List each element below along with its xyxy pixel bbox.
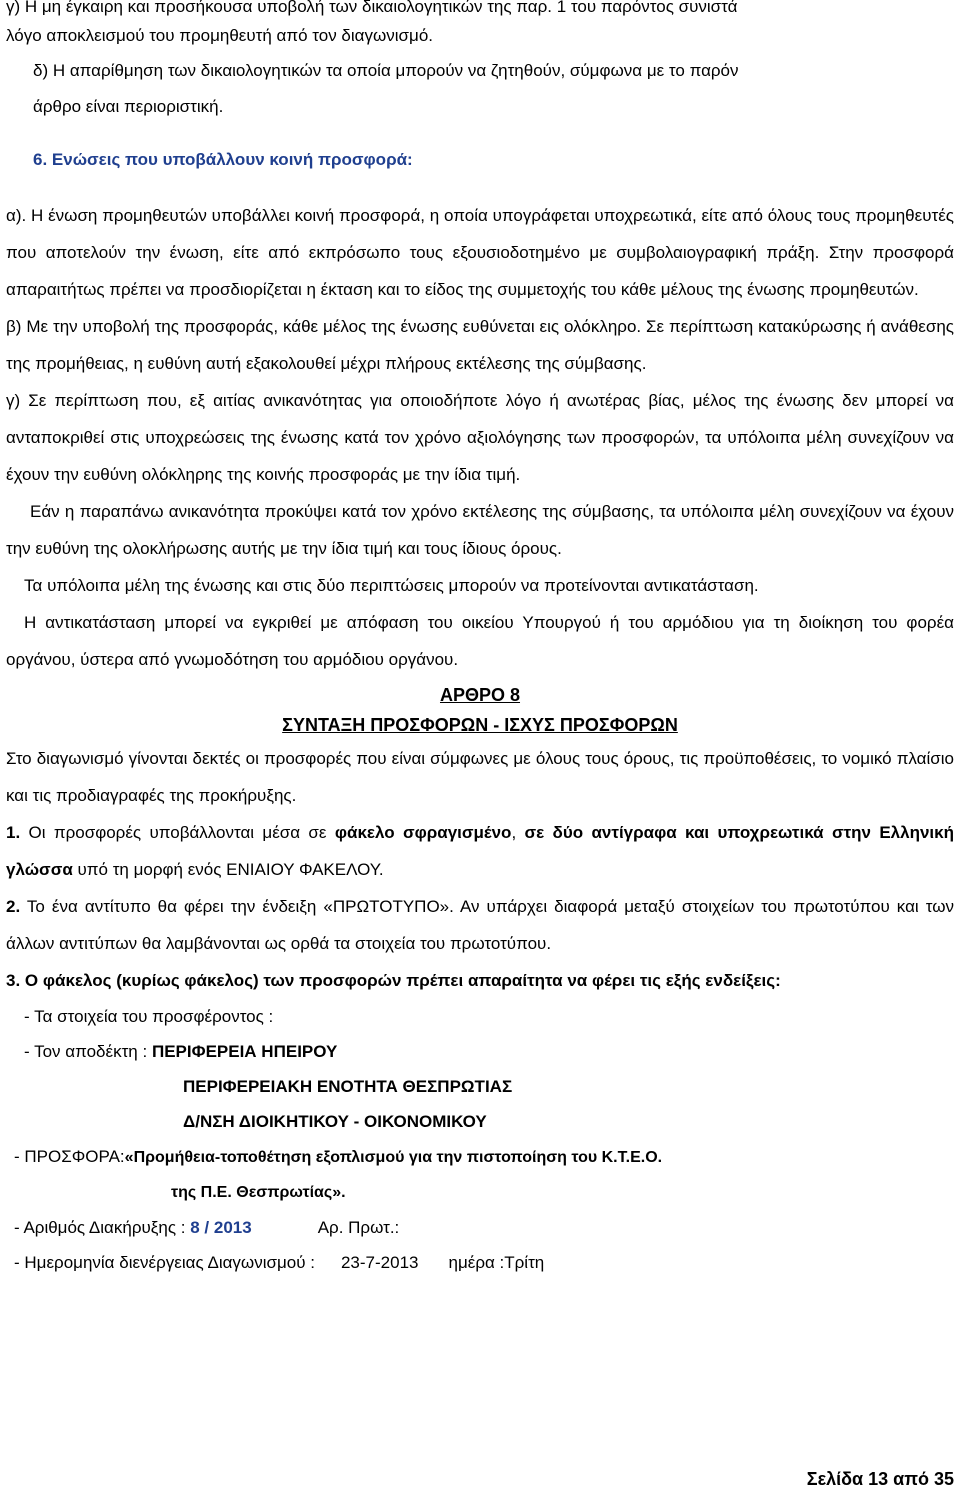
item-1-text-e: υπό τη μορφή ενός ΕΝΙΑΙΟΥ ΦΑΚΕΛΟΥ. (72, 860, 384, 879)
paragraph-g-line1: γ) Η μη έγκαιρη και προσήκουσα υποβολή των δικαιολογητικών της παρ. 1 του παρόντος συνιστά (6, 0, 738, 16)
tender-day-value: ημέρα :Τρίτη (448, 1253, 545, 1272)
envelope-recipient-region: ΠΕΡΙΦΕΡΕΙΑ ΗΠΕΙΡΟΥ (151, 1042, 338, 1061)
article-intro: Στο διαγωνισμό γίνονται δεκτές οι προσφορές που είναι σύμφωνες με όλους τους όρους, τις προϋποθέσεις, το νομικό πλαίσιο και τις προδιαγραφές της προκήρυξης. (6, 749, 954, 805)
paragraph-b: β) Με την υποβολή της προσφοράς, κάθε μέλος της ένωσης ευθύνεται εις ολόκληρο. Σε περίπτωση κατακύρωσης ή ανάθεσης της προμήθειας, η ευθύνη αυτή εξακολουθεί μέχρι πλήρους εκτέλεσης της σύμβασης. (6, 317, 954, 373)
item-1-text-a: Οι προσφορές υποβάλλονται μέσα σε (20, 823, 335, 842)
article-heading: ΑΡΘΡΟ 8 (439, 685, 521, 705)
section-6-heading: 6. Ενώσεις που υποβάλλουν κοινή προσφορά: (33, 150, 413, 169)
paragraph-g-line2: λόγο αποκλεισμού του προμηθευτή από τον διαγωνισμό. (6, 26, 434, 45)
item-1-number: 1. (6, 823, 21, 842)
item-1 (6, 814, 954, 888)
envelope-recipient-directorate: Δ/ΝΣΗ ΔΙΟΙΚΗΤΙΚΟΥ - ΟΙΚΟΝΟΜΙΚΟΥ (183, 1112, 487, 1131)
item-1-bold-copies: σε δύο αντίγραφα και υποχρεωτικά στην Ελληνική γλώσσα (6, 823, 954, 879)
paragraph-d-line2: άρθρο είναι περιοριστική. (33, 97, 224, 116)
paragraph-replacement-text: Τα υπόλοιπα μέλη της ένωσης και στις δύο περιπτώσεις μπορούν να προτείνονται αντικατάσταση. (24, 576, 759, 595)
paragraph-incapacity-text: Εάν η παραπάνω ανικανότητα προκύψει κατά τον χρόνο εκτέλεσης της σύμβασης, τα υπόλοιπα μέλη συνεχίζουν να έχουν την ευθύνη της ολοκλήρωσης αυτής με την ίδια τιμή και τους ίδιους όρους. (6, 502, 954, 558)
paragraph-replacement (6, 567, 954, 604)
item-2-text: Το ένα αντίτυπο θα φέρει την ένδειξη «ΠΡΩΤΟΤΥΠΟ». Αν υπάρχει διαφορά μεταξύ στοιχείων του πρωτοτύπου και των άλλων αντιτύπων θα λαμβάνονται ως ορθά τα στοιχεία του πρωτοτύπου. (6, 897, 954, 953)
declaration-number-label: - Αριθμός Διακήρυξης : (14, 1218, 191, 1237)
envelope-recipient (6, 1034, 954, 1069)
item-2-number: 2. (6, 897, 21, 916)
envelope-offer-title: «Προμήθεια-τοποθέτηση εξοπλισμού για την πιστοποίηση του Κ.Τ.Ε.Ο. (124, 1149, 663, 1166)
envelope-recipient-unit: ΠΕΡΙΦΕΡΕΙΑΚΗ ΕΝΟΤΗΤΑ ΘΕΣΠΡΩΤΙΑΣ (183, 1077, 513, 1096)
declaration-number-value: 8 / 2013 (190, 1218, 252, 1237)
article-title: ΣΥΝΤΑΞΗ ΠΡΟΣΦΟΡΩΝ - ΙΣΧΥΣ ΠΡΟΣΦΟΡΩΝ (282, 715, 678, 735)
envelope-declaration-number (6, 1210, 954, 1245)
paragraph-d-line1: δ) Η απαρίθμηση των δικαιολογητικών τα οποία μπορούν να ζητηθούν, σύμφωνα με το παρόν (33, 61, 739, 80)
paragraph-approval (6, 604, 954, 678)
paragraph-incapacity (6, 493, 954, 567)
envelope-tender-date (6, 1245, 954, 1280)
envelope-offer-title-line2: της Π.Ε. Θεσπρωτίας». (171, 1184, 346, 1201)
paragraph-c: γ) Σε περίπτωση που, εξ αιτίας ανικανότητας για οποιοδήποτε λόγο ή ανωτέρας βίας, μέλος της ένωσης δεν μπορεί να ανταποκριθεί στις υποχρεώσεις της ένωσης κατά τον χρόνο αξιολόγησης των προσφορών, τα υπόλοιπα μέλη συνεχίζουν να έχουν την ευθύνη ολόκληρης της κοινής προσφοράς με την ίδια τιμή. (6, 391, 954, 484)
envelope-recipient-label: - Τον αποδέκτη : (24, 1042, 152, 1061)
envelope-offer-label: - ΠΡΟΣΦΟΡΑ: (14, 1147, 125, 1166)
item-2 (6, 888, 954, 962)
protocol-number-label: Αρ. Πρωτ.: (317, 1218, 400, 1237)
item-1-comma: , (511, 823, 525, 842)
tender-date-value: 23-7-2013 (340, 1253, 419, 1272)
page-number-footer: Σελίδα 13 από 35 (806, 1469, 954, 1489)
tender-date-label: - Ημερομηνία διενέργειας Διαγωνισμού : (14, 1253, 315, 1272)
paragraph-a: α). Η ένωση προμηθευτών υποβάλλει κοινή προσφορά, η οποία υπογράφεται υποχρεωτικά, είτε από όλους τους προμηθευτές που αποτελούν την ένωση, είτε από εκπρόσωπο τους εξουσιοδοτημένο με συμβολαιογραφική πράξη. Στην προσφορά απαραιτήτως πρέπει να προσδιορίζεται η έκταση και το είδος της συμμετοχής του κάθε μέλους της ένωσης προμηθευτών. (6, 206, 954, 299)
item-1-bold-sealed: φάκελο σφραγισμένο (334, 823, 512, 842)
paragraph-approval-text: Η αντικατάσταση μπορεί να εγκριθεί με απόφαση του οικείου Υπουργού ή του αρμόδιου για τη διοίκηση του φορέα οργάνου, ύστερα από γνωμοδότηση του αρμόδιου οργάνου. (6, 613, 954, 669)
item-3: 3. Ο φάκελος (κυρίως φάκελος) των προσφορών πρέπει απαραίτητα να φέρει τις εξής ενδείξεις: (6, 971, 781, 990)
envelope-offer (6, 1139, 954, 1175)
envelope-bidder-info: - Τα στοιχεία του προσφέροντος : (24, 1007, 274, 1026)
